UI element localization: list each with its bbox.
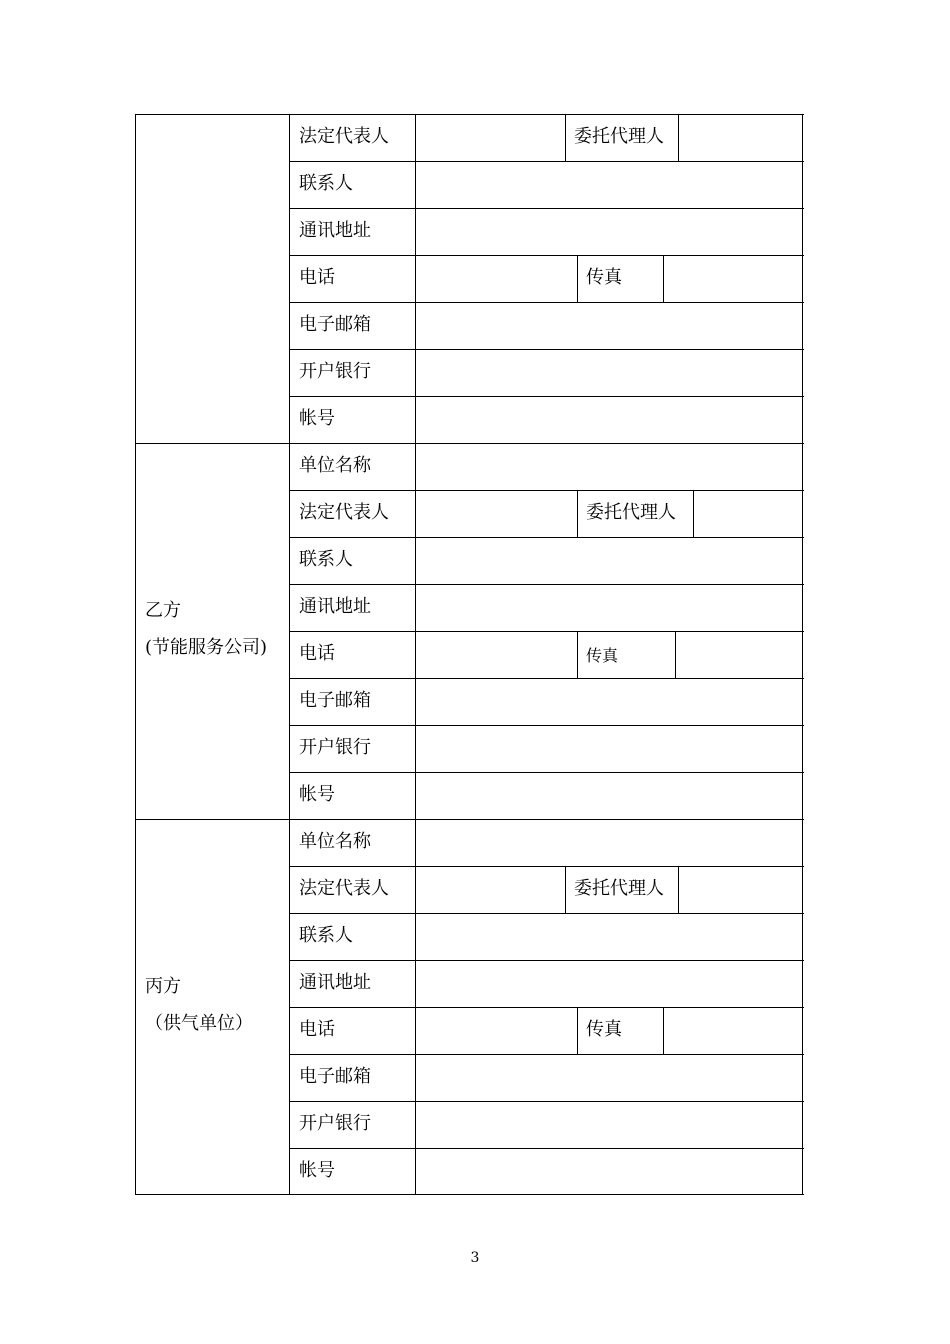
- page-number: 3: [470, 1250, 480, 1266]
- section-sep-b: [135, 443, 804, 444]
- cell-sep: [565, 114, 566, 161]
- address-label: 通讯地址: [299, 220, 371, 241]
- row-sep: [289, 631, 804, 632]
- bank-label: 开户银行: [299, 361, 371, 382]
- row-sep: [289, 1007, 804, 1008]
- cell-sep: [565, 866, 566, 913]
- row-sep: [289, 725, 804, 726]
- cell-sep: [693, 490, 694, 537]
- row-sep: [289, 537, 804, 538]
- agent-label: 委托代理人: [574, 878, 664, 899]
- cell-sep: [577, 631, 578, 678]
- account-label: 帐号: [299, 408, 335, 429]
- party-b-role: (节能服务公司): [145, 637, 268, 658]
- row-sep: [289, 1148, 804, 1149]
- party-c-role: （供气单位）: [145, 1013, 253, 1034]
- row-sep: [289, 678, 804, 679]
- row-sep: [289, 866, 804, 867]
- row-sep: [289, 255, 804, 256]
- unit-name-label: 单位名称: [299, 831, 371, 852]
- legal-rep-label: 法定代表人: [299, 502, 389, 523]
- contact-label: 联系人: [299, 173, 353, 194]
- cell-sep: [577, 490, 578, 537]
- phone-label: 电话: [299, 1019, 335, 1040]
- cell-sep: [678, 114, 679, 161]
- row-sep: [289, 772, 804, 773]
- row-sep: [289, 1101, 804, 1102]
- phone-label: 电话: [299, 267, 335, 288]
- agent-label: 委托代理人: [574, 126, 664, 147]
- email-label: 电子邮箱: [299, 1066, 371, 1087]
- row-sep: [289, 960, 804, 961]
- row-sep: [289, 1054, 804, 1055]
- row-sep: [289, 913, 804, 914]
- cell-sep: [577, 1007, 578, 1054]
- border-left: [135, 114, 136, 1195]
- agent-label: 委托代理人: [586, 502, 676, 523]
- bank-label: 开户银行: [299, 1113, 371, 1134]
- border-right: [802, 114, 803, 1195]
- address-label: 通讯地址: [299, 972, 371, 993]
- contact-label: 联系人: [299, 925, 353, 946]
- bank-label: 开户银行: [299, 737, 371, 758]
- unit-name-label: 单位名称: [299, 455, 371, 476]
- row-sep: [289, 161, 804, 162]
- section-sep-c: [135, 819, 804, 820]
- phone-label: 电话: [299, 643, 335, 664]
- party-info-form: [135, 114, 804, 1195]
- cell-sep: [577, 255, 578, 302]
- email-label: 电子邮箱: [299, 314, 371, 335]
- row-sep: [289, 584, 804, 585]
- email-label: 电子邮箱: [299, 690, 371, 711]
- row-sep: [289, 490, 804, 491]
- legal-rep-label: 法定代表人: [299, 878, 389, 899]
- border-top: [135, 114, 804, 115]
- fax-label: 传真: [586, 267, 622, 288]
- account-label: 帐号: [299, 1160, 335, 1181]
- cell-sep: [663, 255, 664, 302]
- fax-label: 传真: [586, 1019, 622, 1040]
- cell-sep: [678, 866, 679, 913]
- cell-sep: [675, 631, 676, 678]
- party-b-name: 乙方: [145, 600, 181, 621]
- account-label: 帐号: [299, 784, 335, 805]
- row-sep: [289, 396, 804, 397]
- row-sep: [289, 349, 804, 350]
- fax-label: 传真: [586, 646, 619, 665]
- contact-label: 联系人: [299, 549, 353, 570]
- party-c-name: 丙方: [145, 976, 181, 997]
- border-bottom: [135, 1194, 804, 1195]
- row-sep: [289, 208, 804, 209]
- col-sep-label: [415, 114, 416, 1195]
- cell-sep: [663, 1007, 664, 1054]
- col-sep-party: [289, 114, 290, 1195]
- row-sep: [289, 302, 804, 303]
- address-label: 通讯地址: [299, 596, 371, 617]
- legal-rep-label: 法定代表人: [299, 126, 389, 147]
